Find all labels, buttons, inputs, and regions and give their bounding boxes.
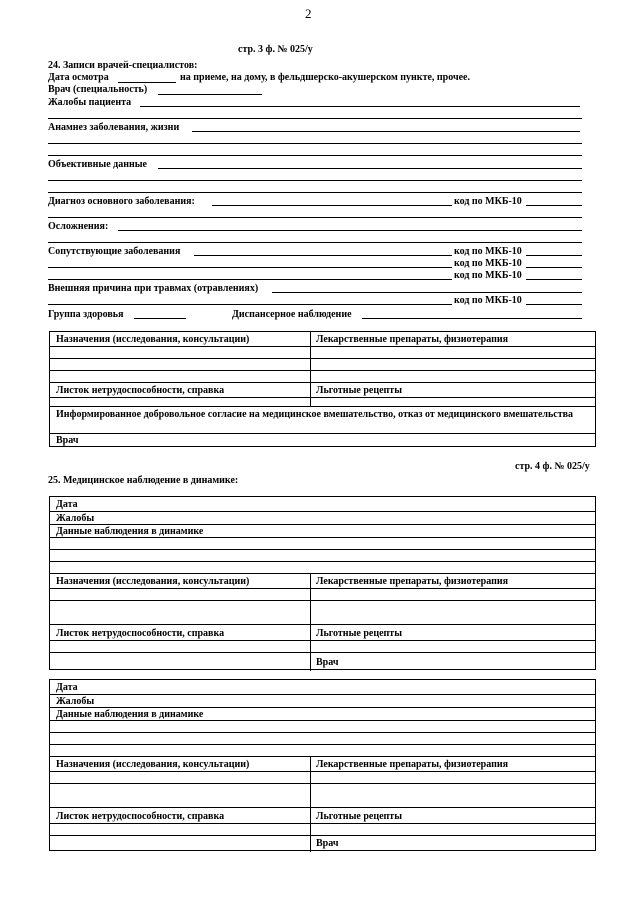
table-row-divider bbox=[50, 561, 595, 562]
section-25-title: 25. Медицинское наблюдение в динамике: bbox=[48, 475, 239, 486]
observation-label: Данные наблюдения в динамике bbox=[56, 709, 204, 720]
table-row-divider bbox=[50, 358, 595, 359]
table-row-divider bbox=[50, 807, 595, 808]
icd-label: код по МКБ-10 bbox=[454, 270, 522, 281]
table-row-divider bbox=[50, 370, 595, 371]
complaints-label: Жалобы bbox=[56, 696, 95, 707]
appointments-header: Назначения (исследования, консультации) bbox=[56, 576, 250, 587]
form-page-ref: стр. 3 ф. № 025/у bbox=[238, 44, 313, 55]
table-row-divider bbox=[50, 382, 595, 383]
exam-date-label: Дата осмотра bbox=[48, 72, 109, 83]
exam-date-field[interactable] bbox=[118, 82, 176, 83]
objective-field-line[interactable] bbox=[48, 180, 582, 181]
doctor-label: Врач bbox=[316, 838, 339, 849]
table-row-divider bbox=[50, 406, 595, 407]
complaints-field[interactable] bbox=[140, 106, 580, 107]
health-group-field[interactable] bbox=[134, 318, 186, 319]
doctor-label: Врач bbox=[56, 435, 79, 446]
external-cause-field-line[interactable] bbox=[48, 304, 452, 305]
icd-label: код по МКБ-10 bbox=[454, 246, 522, 257]
table-row-divider bbox=[50, 549, 595, 550]
section-24-title: 24. Записи врачей-специалистов: bbox=[48, 60, 198, 71]
observation-block bbox=[49, 496, 596, 670]
table-row-divider bbox=[50, 771, 595, 772]
doctor-label: Врач bbox=[316, 657, 339, 668]
form-page-ref: стр. 4 ф. № 025/у bbox=[515, 461, 590, 472]
table-row-divider bbox=[50, 707, 595, 708]
table-row-divider bbox=[50, 756, 595, 757]
observation-label: Данные наблюдения в динамике bbox=[56, 526, 204, 537]
dispensary-field[interactable] bbox=[362, 318, 582, 319]
objective-label: Объективные данные bbox=[48, 159, 147, 170]
external-cause-field[interactable] bbox=[272, 292, 582, 293]
concomitant-field-line[interactable] bbox=[48, 267, 452, 268]
icd-label: код по МКБ-10 bbox=[454, 295, 522, 306]
complaints-label: Жалобы bbox=[56, 513, 95, 524]
objective-field-line[interactable] bbox=[48, 192, 582, 193]
medications-header: Лекарственные препараты, физиотерапия bbox=[316, 334, 509, 345]
table-row-divider bbox=[50, 588, 595, 589]
icd-field[interactable] bbox=[526, 267, 582, 268]
icd-label: код по МКБ-10 bbox=[454, 258, 522, 269]
date-label: Дата bbox=[56, 499, 78, 510]
exam-place-text: на приеме, на дому, в фельдшерско-акушерском пункте, прочее. bbox=[180, 72, 470, 83]
table-row-divider bbox=[50, 346, 595, 347]
table-row-divider bbox=[50, 600, 595, 601]
observation-block bbox=[49, 679, 596, 851]
concomitant-field-line[interactable] bbox=[48, 279, 452, 280]
icd-field[interactable] bbox=[526, 255, 582, 256]
table-column-divider bbox=[310, 332, 311, 406]
main-diagnosis-field[interactable] bbox=[212, 205, 452, 206]
anamnesis-field[interactable] bbox=[192, 131, 580, 132]
health-group-label: Группа здоровья bbox=[48, 309, 124, 320]
icd-label: код по МКБ-10 bbox=[454, 196, 522, 207]
complications-field-line[interactable] bbox=[48, 242, 582, 243]
doctor-specialty-field[interactable] bbox=[158, 94, 262, 95]
table-row-divider bbox=[50, 835, 595, 836]
appointments-header: Назначения (исследования, консультации) bbox=[56, 334, 250, 345]
table-row-divider bbox=[50, 652, 595, 653]
anamnesis-field-line[interactable] bbox=[48, 155, 582, 156]
table-row-divider bbox=[50, 720, 595, 721]
table-row-divider bbox=[50, 823, 595, 824]
table-row-divider bbox=[50, 744, 595, 745]
table-row-divider bbox=[50, 573, 595, 574]
concomitant-field[interactable] bbox=[194, 255, 452, 256]
sick-leave-header: Листок нетрудоспособности, справка bbox=[56, 385, 225, 396]
complaints-field-line[interactable] bbox=[48, 118, 582, 119]
doctor-specialty-label: Врач (специальность) bbox=[48, 84, 148, 95]
anamnesis-label: Анамнез заболевания, жизни bbox=[48, 122, 180, 133]
table-row-divider bbox=[50, 640, 595, 641]
main-diagnosis-field-line[interactable] bbox=[48, 217, 582, 218]
complaints-label: Жалобы пациента bbox=[48, 97, 132, 108]
icd-field[interactable] bbox=[526, 304, 582, 305]
table-row-divider bbox=[50, 783, 595, 784]
table-row-divider bbox=[50, 537, 595, 538]
objective-field[interactable] bbox=[158, 168, 582, 169]
dispensary-label: Диспансерное наблюдение bbox=[232, 309, 352, 320]
consent-text: Информированное добровольное согласие на медицинское вмешательство, отказ от медицинского вмешательства bbox=[56, 409, 574, 420]
table-row-divider bbox=[50, 624, 595, 625]
table-row-divider bbox=[50, 433, 595, 434]
sick-leave-header: Листок нетрудоспособности, справка bbox=[56, 628, 225, 639]
preferential-header: Льготные рецепты bbox=[316, 385, 403, 396]
preferential-header: Льготные рецепты bbox=[316, 811, 403, 822]
table-row-divider bbox=[50, 511, 595, 512]
medications-header: Лекарственные препараты, физиотерапия bbox=[316, 759, 509, 770]
icd-field[interactable] bbox=[526, 205, 582, 206]
table-row-divider bbox=[50, 397, 595, 398]
table-row-divider bbox=[50, 732, 595, 733]
appointments-header: Назначения (исследования, консультации) bbox=[56, 759, 250, 770]
medications-header: Лекарственные препараты, физиотерапия bbox=[316, 576, 509, 587]
date-label: Дата bbox=[56, 682, 78, 693]
main-diagnosis-label: Диагноз основного заболевания: bbox=[48, 196, 195, 207]
complications-label: Осложнения: bbox=[48, 221, 109, 232]
sick-leave-header: Листок нетрудоспособности, справка bbox=[56, 811, 225, 822]
icd-field[interactable] bbox=[526, 279, 582, 280]
specialist-record-table bbox=[49, 331, 596, 447]
table-row-divider bbox=[50, 524, 595, 525]
preferential-header: Льготные рецепты bbox=[316, 628, 403, 639]
anamnesis-field-line[interactable] bbox=[48, 143, 582, 144]
concomitant-label: Сопутствующие заболевания bbox=[48, 246, 181, 257]
complications-field[interactable] bbox=[118, 230, 582, 231]
external-cause-label: Внешняя причина при травмах (отравлениях) bbox=[48, 283, 259, 294]
table-row-divider bbox=[50, 694, 595, 695]
page-number: 2 bbox=[305, 6, 312, 21]
